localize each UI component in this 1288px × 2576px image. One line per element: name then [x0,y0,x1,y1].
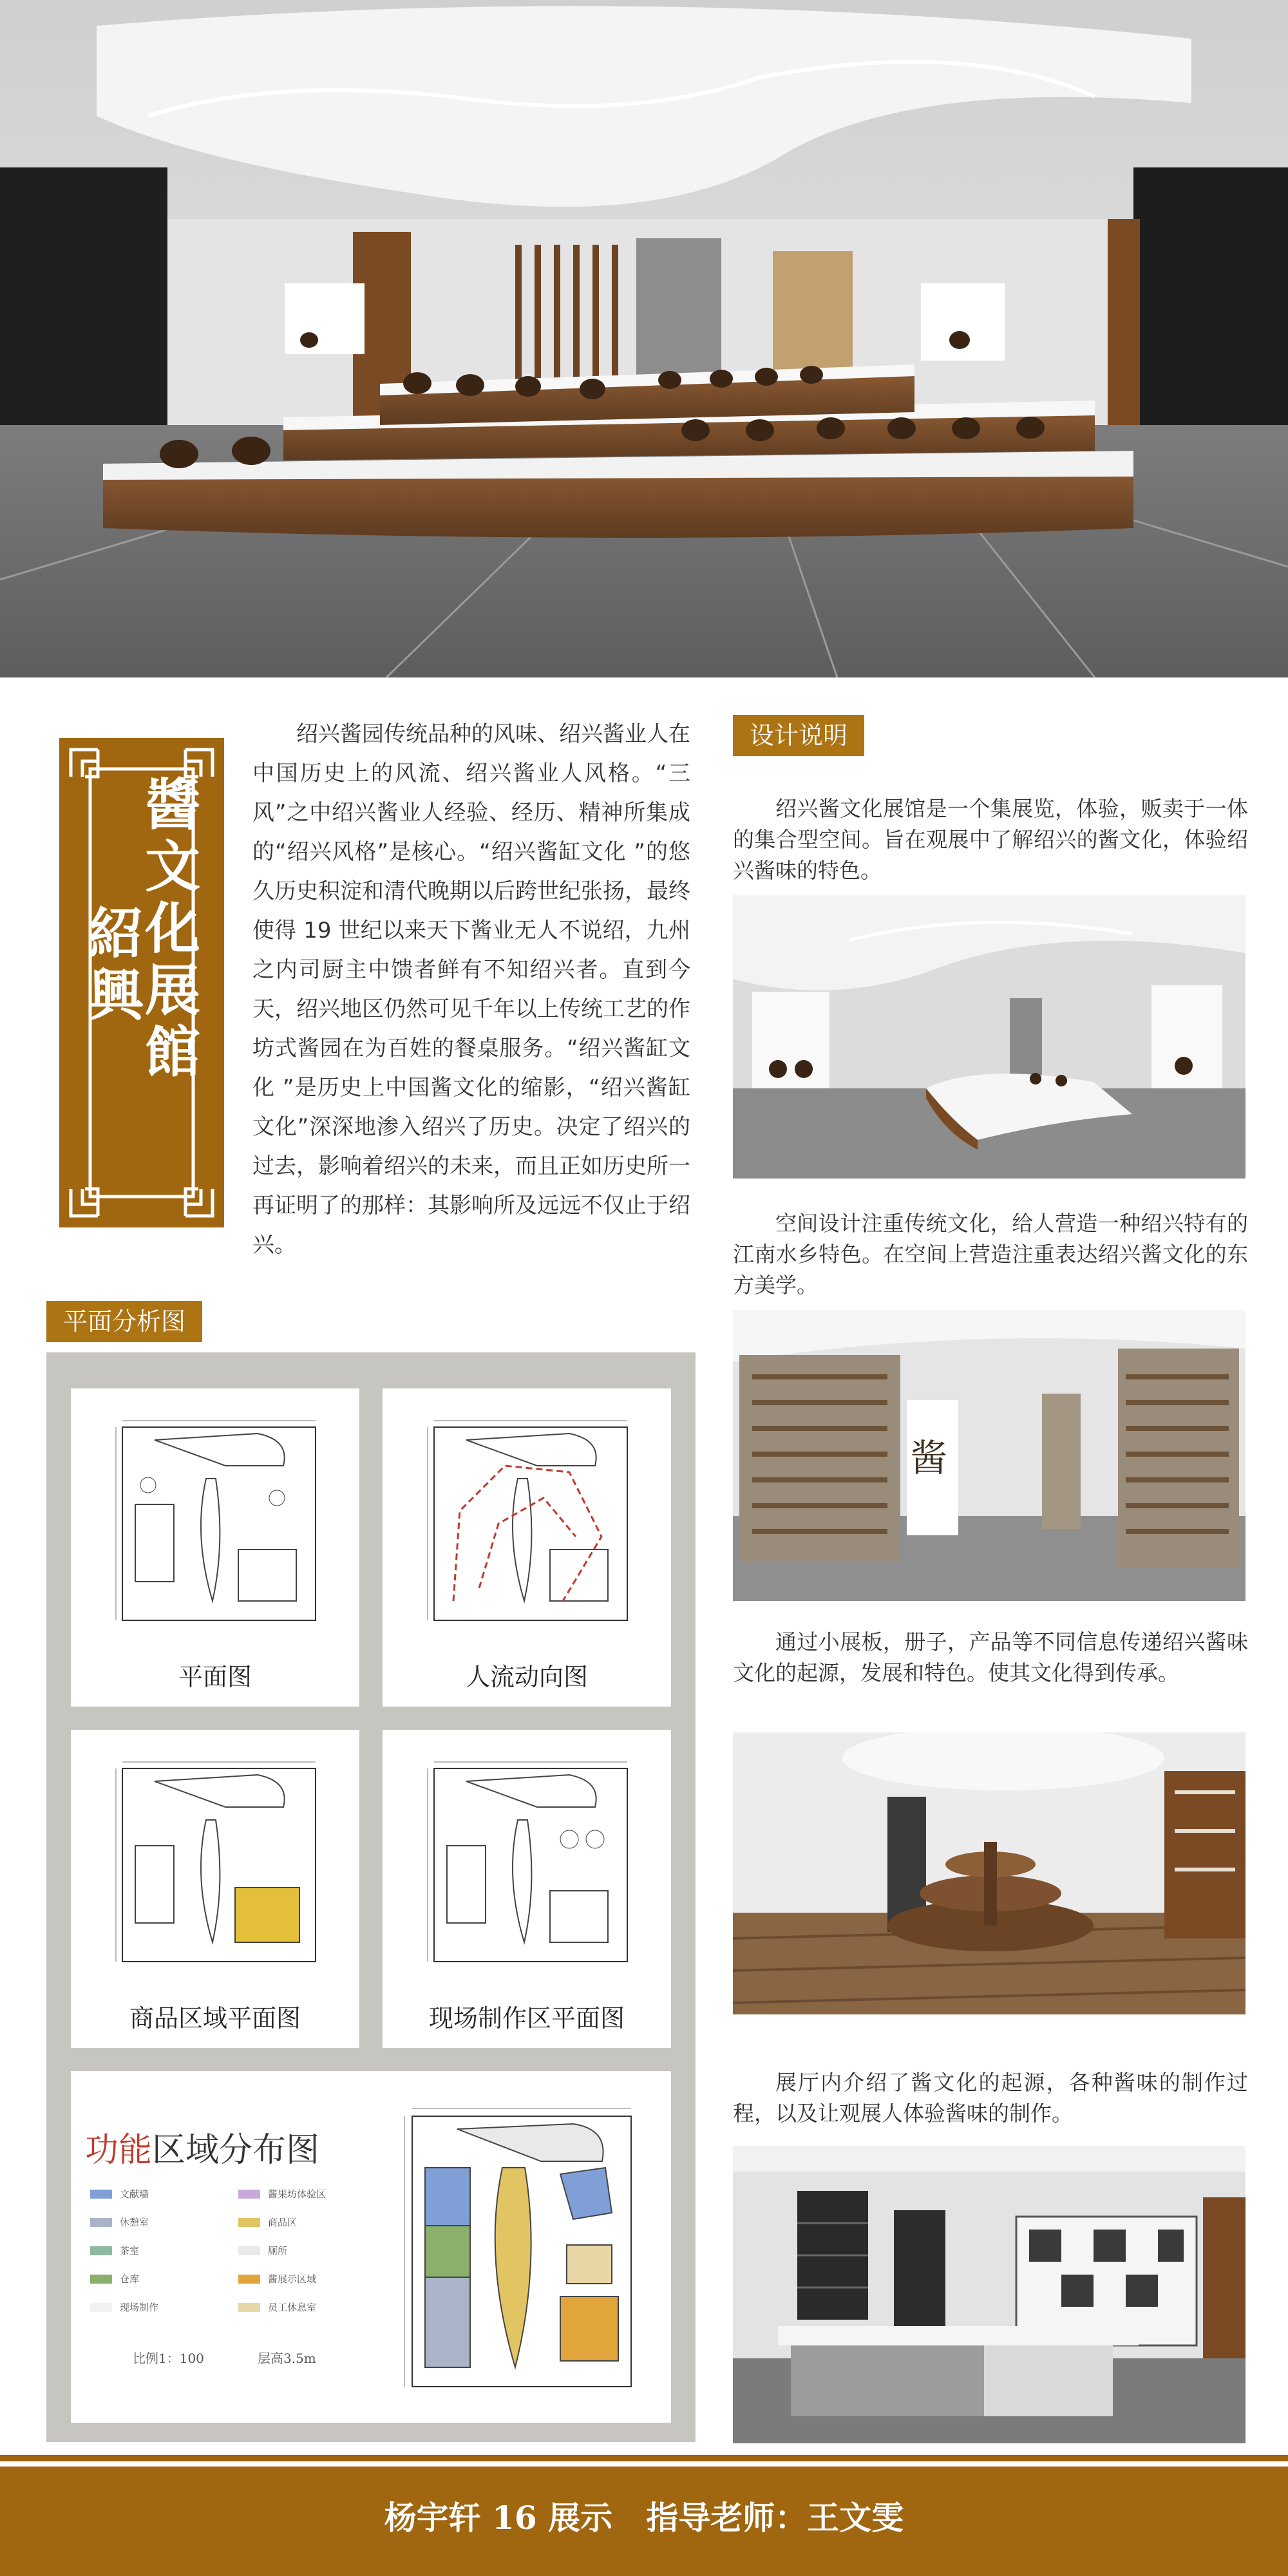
legend-item: 文献墙 [90,2187,149,2201]
title-plaque [59,738,224,1227]
retail-room-render [733,1732,1245,2014]
function-zone-title [85,2123,319,2171]
corridor-render [733,1310,1245,1601]
function-zone-title-rest: 区域分布图 [152,2131,320,2170]
legend-swatch-icon [90,2246,112,2255]
legend-swatch-icon [90,2218,112,2227]
legend-swatch-icon [90,2275,112,2284]
author-footer: 杨宇轩 16 展示 指导老师：王文雯 [0,2467,1288,2576]
function-zone-plan-drawing-icon [386,2090,657,2406]
legend-item: 休憩室 [90,2215,149,2229]
workshop-zone-caption: 现场制作区平面图 [428,2004,625,2032]
legend-item: 厕所 [238,2244,287,2257]
legend-swatch-icon [90,2190,112,2199]
floor-plan-caption: 平面图 [178,1663,252,1691]
legend-swatch-icon [238,2303,260,2312]
product-zone-caption: 商品区域平面图 [129,2004,301,2032]
plan-analysis-panel [46,1352,696,2442]
product-zone-plan-card [71,1730,359,2048]
design-paragraph-1: 绍兴酱文化展馆是一个集展览，体验，贩卖于一体的集合型空间。旨在观展中了解绍兴的酱文化，体验绍兴酱味的特色。 [733,796,1248,883]
design-paragraph-3: 通过小展板，册子，产品等不同信息传递绍兴酱味文化的起源，发展和特色。使其文化得到传承。 [733,1629,1248,1685]
title-line-2: 紹興 [79,904,144,1028]
workshop-zone-plan-card [383,1730,671,2048]
plan-analysis-label: 平面分析图 [46,1301,202,1342]
flow-plan-card [383,1388,671,1707]
legend-swatch-icon [238,2275,260,2284]
function-zone-title-highlight: 功能 [85,2131,153,2170]
legend-item: 商品区 [238,2215,297,2229]
svg-text:酱: 酱 [910,1436,948,1480]
hall-render [733,895,1245,1179]
legend-swatch-icon [238,2218,260,2227]
hero-exhibition-render [0,0,1288,677]
legend-swatch-icon [90,2303,112,2312]
floor-plan-drawing-icon [97,1408,337,1633]
legend-item: 现场制作 [90,2300,158,2314]
legend-item: 仓库 [90,2272,139,2286]
workshop-render [733,2146,1245,2443]
design-paragraph-4: 展厅内介绍了酱文化的起源，各种酱味的制作过程，以及让观展人体验酱味的制作。 [733,2070,1248,2126]
legend-swatch-icon [238,2190,260,2199]
height-note: 层高3.5m [258,2351,316,2366]
title-line-1: 醬文化展館 [135,775,200,1084]
legend-swatch-icon [238,2246,260,2255]
footer-rule [0,2455,1288,2461]
legend-item: 茶室 [90,2244,139,2257]
design-notes-label: 设计说明 [733,715,864,756]
flow-plan-drawing-icon [408,1408,649,1633]
scale-note: 比例1：100 [133,2351,204,2366]
floor-plan-card [71,1388,359,1707]
product-zone-drawing-icon [97,1749,337,1975]
flow-plan-caption: 人流动向图 [465,1663,588,1691]
design-paragraph-2: 空间设计注重传统文化，给人营造一种绍兴特有的江南水乡特色。在空间上营造注重表达绍兴酱文化的东方美学。 [733,1211,1248,1298]
function-zone-card [71,2071,671,2423]
intro-paragraph: 绍兴酱园传统品种的风味、绍兴酱业人在中国历史上的风流、绍兴酱业人风格。“三风”之中绍兴酱业人经验、经历、精神所集成的“绍兴风格”是核心。“绍兴酱缸文化 ”的悠久历史积淀和清代晚期以后跨世纪张扬，最终使得 19 世纪以来天下酱业无人不说绍，九州之内司厨主中馈者鲜有不知绍兴者。直到今天，绍兴地区仍然可见千年以上传统工艺的作坊式酱园在为百姓的餐桌服务。“绍兴酱缸文化 ”是历史上中国酱文化的缩影，“绍兴酱缸文化”深深地渗入绍兴了历史。决定了绍兴的过去，影响着绍兴的未来，而且正如历史所一再证明了的那样：其影响所及远远不仅止于绍兴。 [252,721,690,1258]
workshop-zone-drawing-icon [408,1749,649,1975]
legend-item: 酱果坊体验区 [238,2187,326,2201]
legend-item: 酱展示区域 [238,2272,316,2286]
legend-item: 员工休息室 [238,2300,316,2314]
